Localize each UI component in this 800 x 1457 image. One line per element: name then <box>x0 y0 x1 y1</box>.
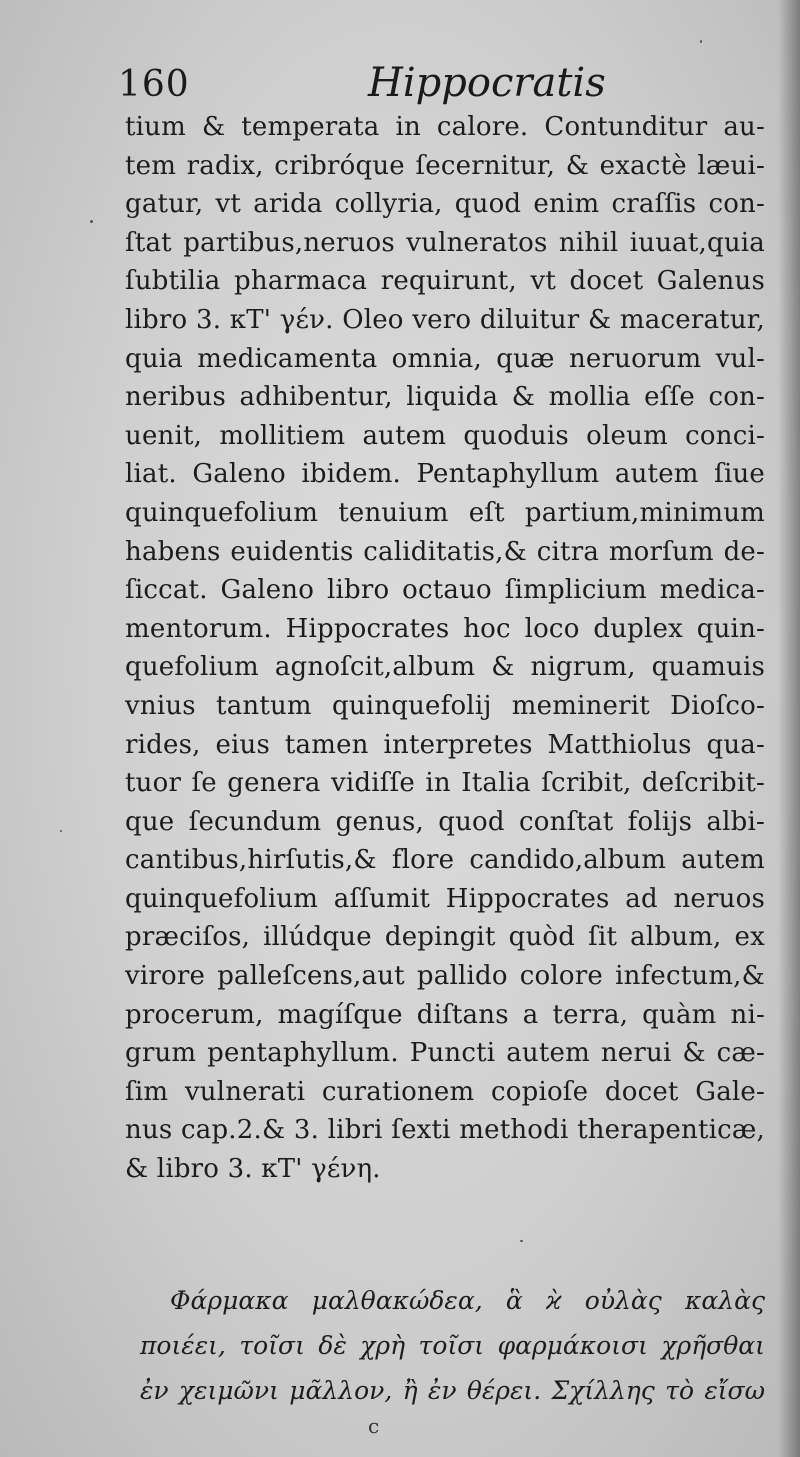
text-line: neribus adhibentur, liquida & mollia eſſe con- <box>125 382 765 413</box>
text-line: ſiccat. Galeno libro octauo ſimplicium medica- <box>125 575 765 606</box>
text-line: tium & temperata in calore. Contunditur au- <box>125 112 765 142</box>
text-line: tuor ſe genera vidiſſe in Italia ſcribit, deſcribit- <box>125 768 765 799</box>
text-line: & libro 3. κΤ' γένη. <box>125 1154 381 1185</box>
greek-line: Φάρμακα μαλθακώδεα, ἃ ϰ̀ οὐλὰς καλὰς <box>170 1286 765 1315</box>
page-number: 160 <box>118 64 190 105</box>
greek-text-block <box>140 1278 765 1413</box>
text-line: uenit, mollitiem autem quoduis oleum conci- <box>125 420 765 451</box>
text-line: mentorum. Hippocrates hoc loco duplex quin- <box>125 613 765 644</box>
text-line: gatur, vt arida collyria, quod enim craſſis con- <box>125 189 765 220</box>
paper-speck <box>90 220 93 223</box>
greek-line: ποιέει, τοῖσι δὲ χρὴ τοῖσι φαρμάκοισι χρῆσθαι <box>140 1331 765 1360</box>
text-line: rides, eius tamen interpretes Matthiolus qua- <box>125 729 765 760</box>
running-title: Hippocratis <box>368 60 606 106</box>
bottom-mark: c <box>368 1414 380 1438</box>
text-line: cantibus,hirſutis,& flore candido,album autem <box>125 845 765 876</box>
text-line: ſubtilia pharmaca requirunt, vt docet Galenus <box>125 266 765 297</box>
text-line: grum pentaphyllum. Puncti autem nerui & cæ- <box>125 1038 765 1069</box>
text-line: habens euidentis caliditatis,& citra morſum de- <box>125 536 765 567</box>
text-line: ſtat partibus,neruos vulneratos nihil iuuat,quia <box>125 227 765 258</box>
text-line: tem radix, cribróque ſecernitur, & exactè læui- <box>125 150 765 181</box>
text-line: præciſos, illúdque depingit quòd ſit album, ex <box>125 922 765 953</box>
text-line: que ſecundum genus, quod conſtat folijs albi- <box>125 806 765 837</box>
text-line: liat. Galeno ibidem. Pentaphyllum autem ſiue <box>125 459 765 490</box>
text-line: vnius tantum quinquefolij meminerit Dioſco- <box>125 690 765 721</box>
text-line: nus cap.2.& 3. libri ſexti methodi therapenticæ, <box>125 1115 765 1146</box>
paper-speck <box>700 40 702 43</box>
text-line: quinquefolium aſſumit Hippocrates ad neruos <box>125 883 765 914</box>
running-header <box>118 60 768 108</box>
text-line: quefolium agnoſcit,album & nigrum, quamuis <box>125 652 765 683</box>
latin-commentary <box>125 108 765 1189</box>
text-line: quinquefolium tenuium eſt partium,minimum <box>125 497 765 528</box>
text-line: ſim vulnerati curationem copioſe docet Gale- <box>125 1076 765 1107</box>
greek-line: ἐν χειμῶνι μᾶλλον, ἢ ἐν θέρει. Σχίλλης τὸ εἴσω <box>140 1376 765 1405</box>
text-line: libro 3. κΤ' γέν. Oleo vero diluitur & maceratur, <box>125 304 765 335</box>
text-line: virore palleſcens,aut pallido colore infectum,& <box>125 961 765 992</box>
text-line: procerum, magíſque diſtans a terra, quàm ni- <box>125 999 765 1030</box>
binding-gutter-shadow <box>778 0 800 1457</box>
paper-speck <box>520 1240 523 1242</box>
text-line: quia medicamenta omnia, quæ neruorum vul- <box>125 343 765 374</box>
paper-speck <box>60 830 62 832</box>
